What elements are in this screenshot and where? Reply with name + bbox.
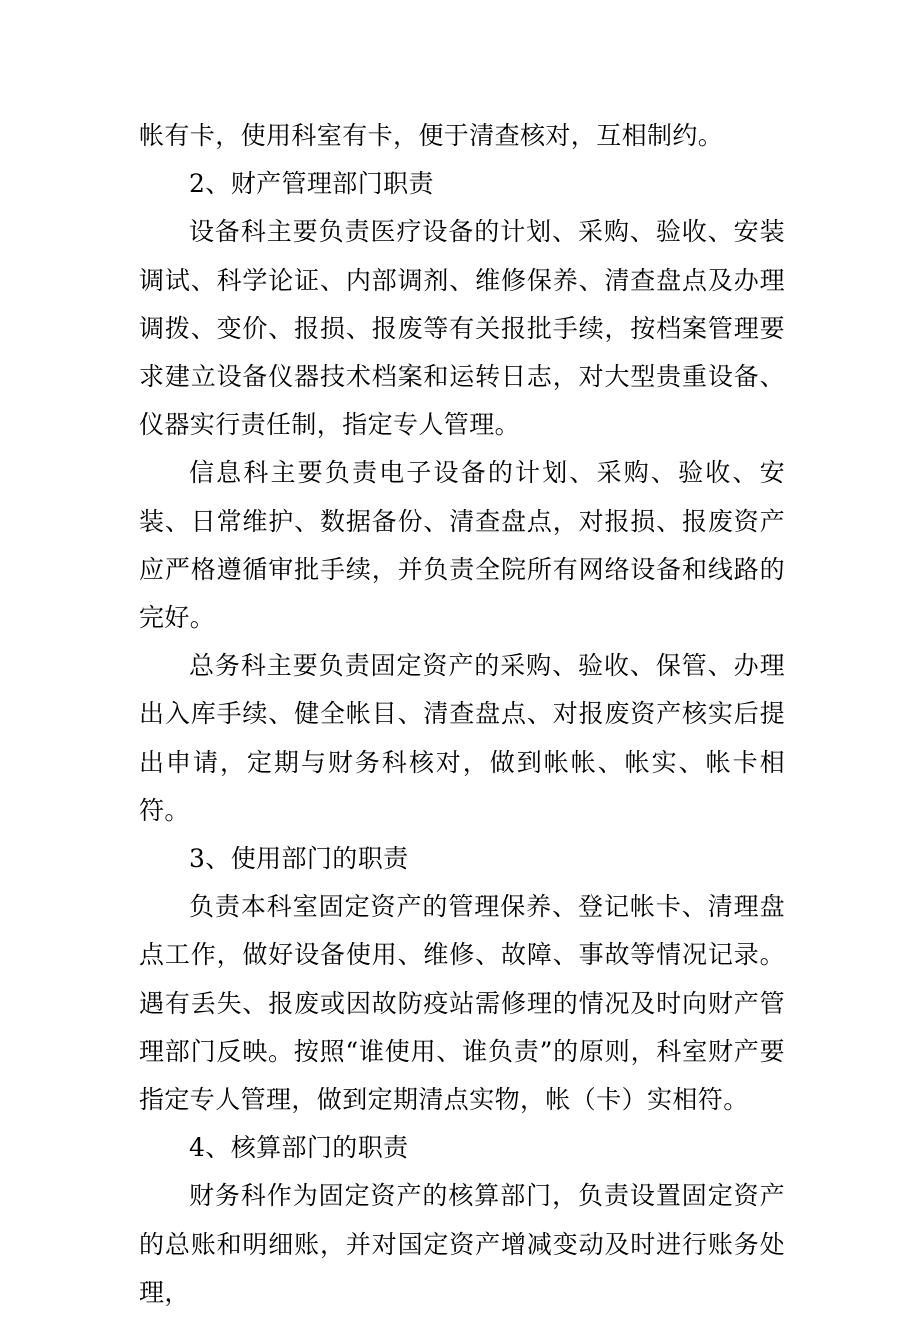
paragraph-information-dept: 信息科主要负责电子设备的计划、采购、验收、安装、日常维护、数据备份、清查盘点，对报损、报废资产应严格遵循审批手续，并负责全院所有网络设备和线路的完好。 — [139, 458, 785, 633]
section-heading-2: 2、财产管理部门职责 — [189, 169, 434, 199]
paragraph-equipment-dept: 设备科主要负责医疗设备的计划、采购、验收、安装调试、科学论证、内部调剂、维修保养、清查盘点及办理调拨、变价、报损、报废等有关报批手续，按档案管理要求建立设备仪器技术档案和运转日志，对大型贵重设备、仪器实行责任制，指定专人管理。 — [139, 217, 785, 440]
paragraph-accounting-dept: 财务科作为固定资产的核算部门，负责设置固定资产的总账和明细账，并对国定资产增减变动及时进行账务处理， — [139, 1181, 785, 1307]
paragraph-user-dept: 负责本科室固定资产的管理保养、登记帐卡、清理盘点工作，做好设备使用、维修、故障、事故等情况记录。遇有丢失、报废或因故防疫站需修理的情况及时向财产管理部门反映。按照“谁使用、谁负责”的原则，科室财产要指定专人管理，做到定期清点实物，帐（卡）实相符。 — [139, 892, 785, 1115]
section-heading-3: 3、使用部门的职责 — [189, 844, 409, 874]
paragraph-continuation: 帐有卡，使用科室有卡，便于清查核对，互相制约。 — [139, 121, 724, 150]
paragraph-general-affairs-dept: 总务科主要负责固定资产的采购、验收、保管、办理出入库手续、健全帐目、清查盘点、对报废资产核实后提出申请，定期与财务科核对，做到帐帐、帐实、帐卡相符。 — [139, 651, 785, 825]
section-heading-4: 4、核算部门的职责 — [189, 1133, 409, 1163]
document-body — [139, 112, 785, 1317]
